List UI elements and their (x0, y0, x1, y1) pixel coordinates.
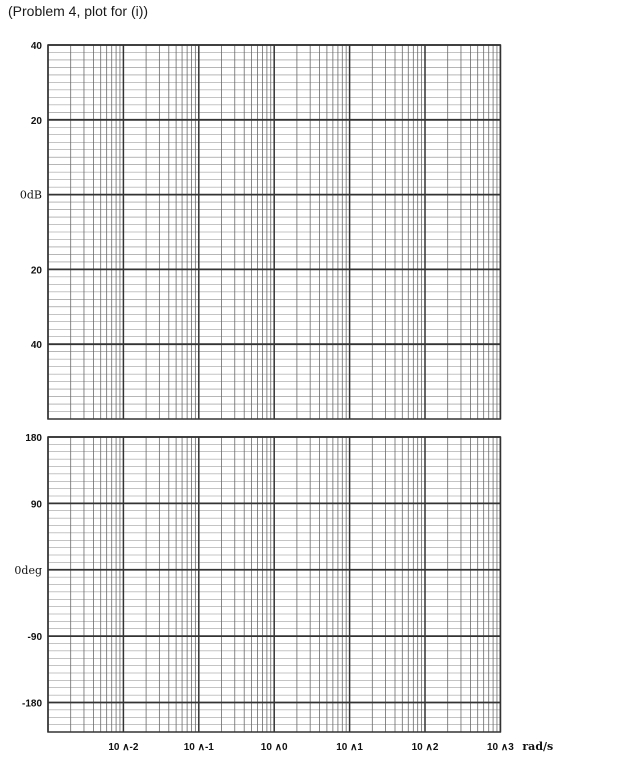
axis-labels (14, 41, 553, 753)
phase-ytick-label: 90 (30, 499, 42, 511)
mag-ytick-label: 40 (30, 41, 42, 52)
phase-grid (48, 437, 500, 732)
phase-ytick-label: -180 (21, 698, 42, 710)
xtick-label: 10 ∧1 (336, 742, 363, 753)
xtick-label: 10 ∧0 (260, 742, 288, 753)
problem-heading: (Problem 4, plot for (i)) (8, 3, 149, 19)
magnitude-grid (48, 45, 500, 419)
x-unit-label: rad/s (522, 740, 554, 753)
mag-ytick-label: 40 (30, 340, 42, 352)
phase-ytick-label: 180 (25, 433, 42, 444)
xtick-label: 10 ∧-1 (183, 742, 214, 753)
mag-ytick-label: 20 (30, 115, 42, 127)
mag-ytick-label: 0dB (19, 188, 42, 202)
xtick-label: 10 ∧3 (487, 742, 514, 753)
xtick-label: 10 ∧-2 (108, 742, 139, 753)
phase-ytick-label: -90 (27, 632, 42, 644)
phase-ytick-label: 0deg (14, 563, 42, 577)
mag-ytick-label: 20 (30, 265, 42, 277)
xtick-label: 10 ∧2 (411, 742, 439, 753)
